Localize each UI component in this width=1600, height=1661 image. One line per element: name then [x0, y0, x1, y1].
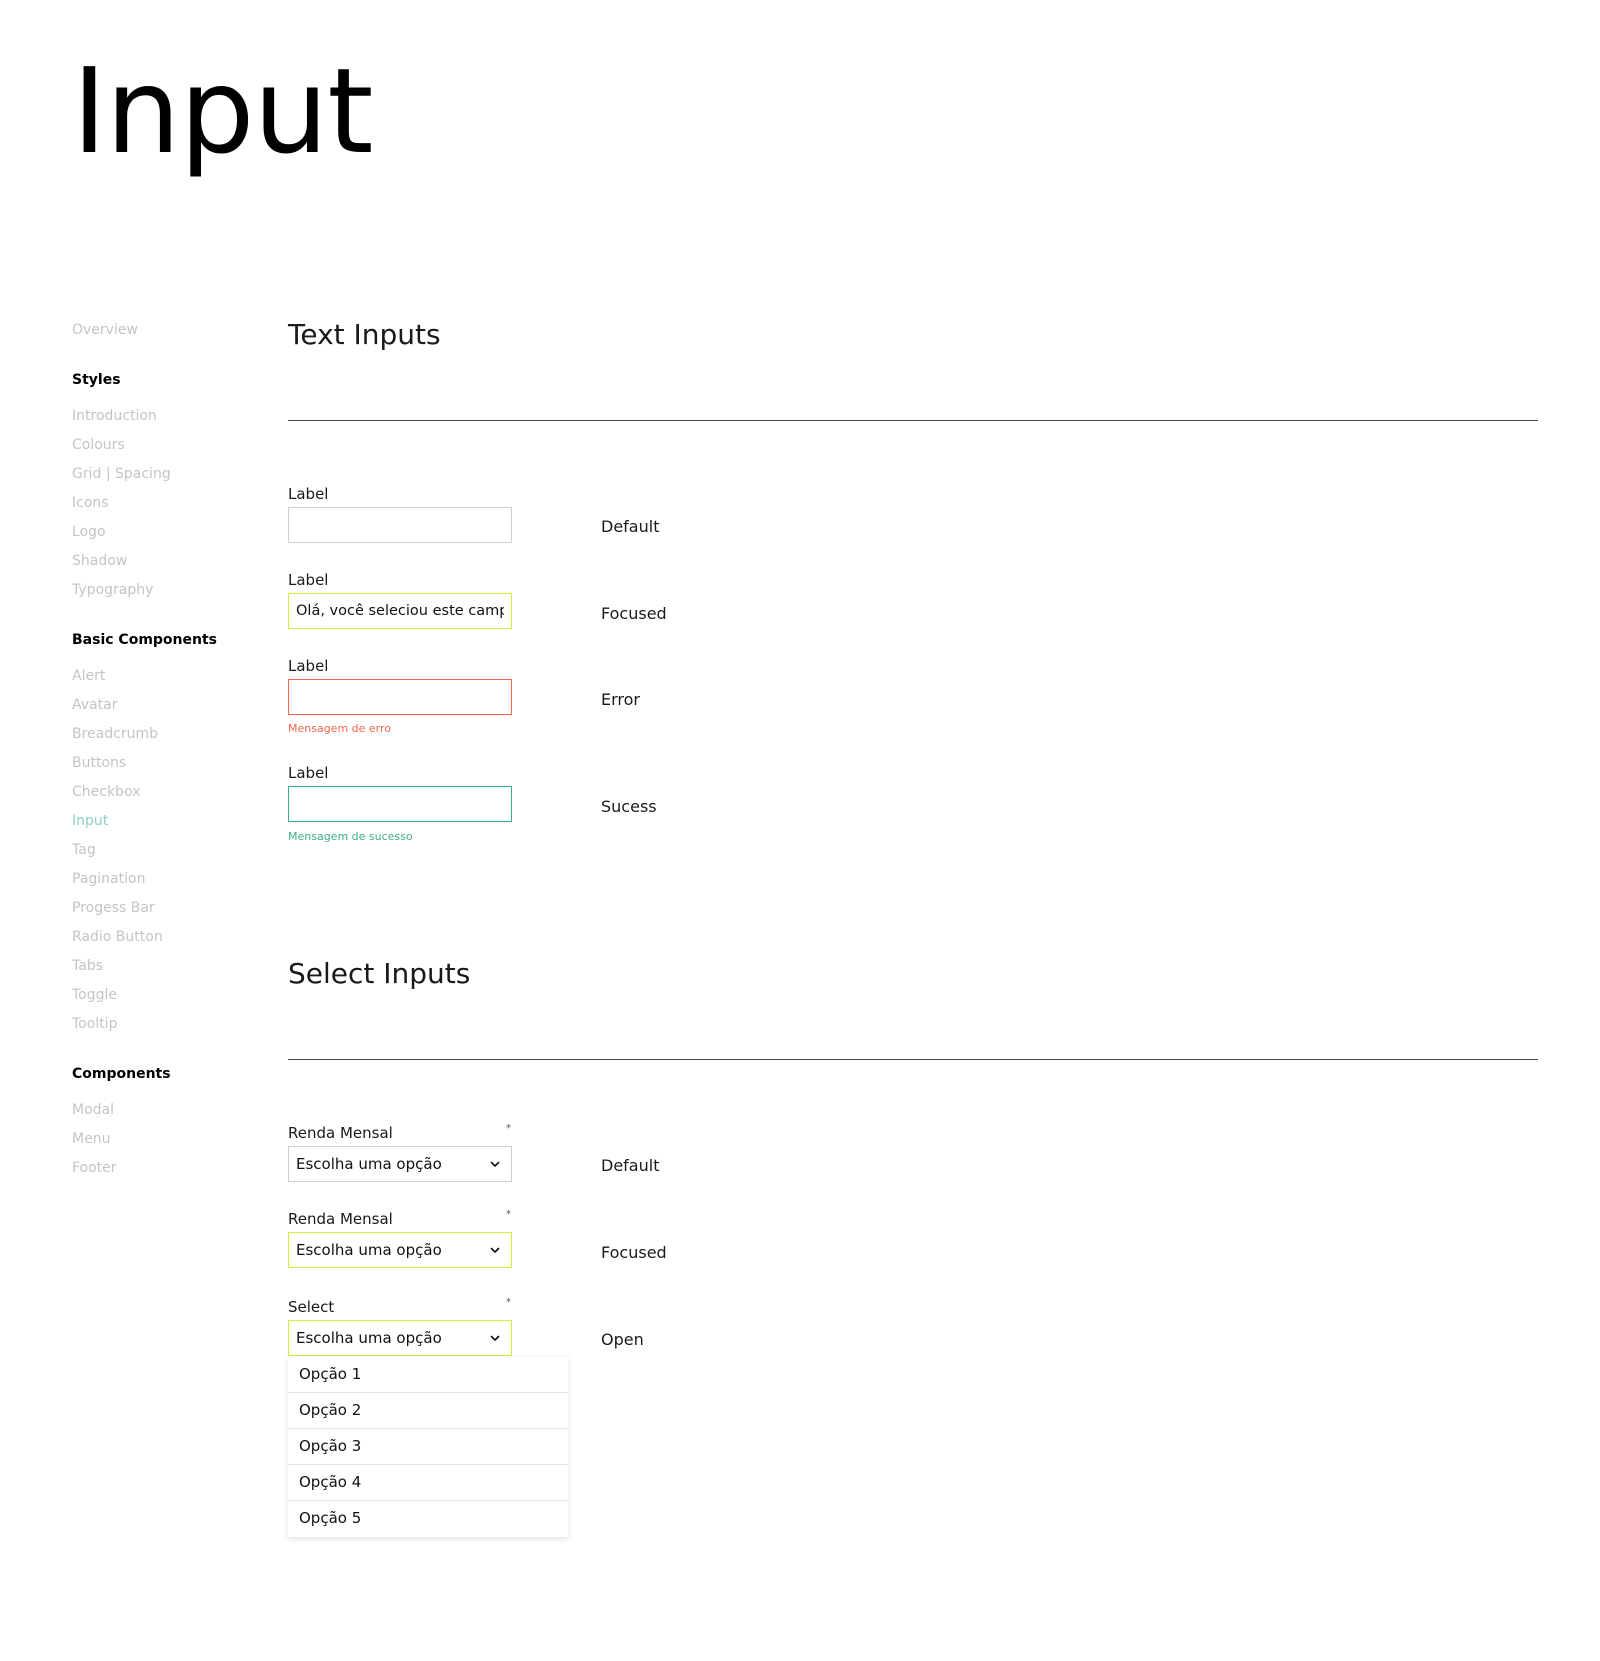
state-label-select-open: Open	[601, 1330, 644, 1349]
page-title: Input	[72, 42, 373, 180]
sidebar-item-introduction[interactable]: Introduction	[72, 408, 157, 424]
text-input-focused[interactable]	[288, 593, 512, 629]
state-label-focused: Focused	[601, 604, 667, 623]
sidebar-heading-styles: Styles	[72, 372, 121, 388]
dropdown-option[interactable]: Opção 5	[288, 1501, 568, 1537]
select-label-default: Renda Mensal	[288, 1124, 393, 1142]
text-inputs-title: Text Inputs	[288, 318, 441, 351]
sidebar-item-footer[interactable]: Footer	[72, 1160, 117, 1176]
sidebar-item-progress-bar[interactable]: Progess Bar	[72, 900, 155, 916]
select-label-focused: Renda Mensal	[288, 1210, 393, 1228]
state-label-select-focused: Focused	[601, 1243, 667, 1262]
text-input-success[interactable]	[288, 786, 512, 822]
dropdown-option[interactable]: Opção 1	[288, 1357, 568, 1393]
select-default[interactable]	[288, 1146, 512, 1182]
sidebar-item-alert[interactable]: Alert	[72, 668, 106, 684]
required-mark: *	[506, 1209, 511, 1220]
sidebar-item-tooltip[interactable]: Tooltip	[72, 1016, 118, 1032]
state-label-default: Default	[601, 517, 660, 536]
sidebar-item-toggle[interactable]: Toggle	[72, 987, 118, 1003]
sidebar-item-grid-spacing[interactable]: Grid | Spacing	[72, 466, 171, 482]
select-open[interactable]	[288, 1320, 512, 1356]
state-label-select-default: Default	[601, 1156, 660, 1175]
text-input-default[interactable]	[288, 507, 512, 543]
required-mark: *	[506, 1297, 511, 1308]
text-input-label-default: Label	[288, 485, 329, 503]
sidebar-item-radio-button[interactable]: Radio Button	[72, 929, 163, 945]
dropdown-option[interactable]: Opção 2	[288, 1393, 568, 1429]
text-input-label-focused: Label	[288, 571, 329, 589]
sidebar-item-input[interactable]: Input	[72, 813, 109, 829]
error-message: Mensagem de erro	[288, 722, 392, 735]
chevron-down-icon	[489, 1332, 501, 1344]
sidebar-item-pagination[interactable]: Pagination	[72, 871, 146, 887]
sidebar-item-colours[interactable]: Colours	[72, 437, 125, 453]
sidebar-item-tabs[interactable]: Tabs	[72, 958, 103, 974]
dropdown-menu	[288, 1357, 568, 1537]
required-mark: *	[506, 1123, 511, 1134]
section-divider	[288, 1059, 1538, 1060]
chevron-down-icon	[489, 1244, 501, 1256]
select-value: Escolha uma opção	[296, 1155, 442, 1173]
sidebar-item-menu[interactable]: Menu	[72, 1131, 111, 1147]
select-value: Escolha uma opção	[296, 1241, 442, 1259]
sidebar-item-checkbox[interactable]: Checkbox	[72, 784, 141, 800]
sidebar-item-logo[interactable]: Logo	[72, 524, 106, 540]
dropdown-option[interactable]: Opção 3	[288, 1429, 568, 1465]
sidebar-item-tag[interactable]: Tag	[72, 842, 96, 858]
sidebar-item-avatar[interactable]: Avatar	[72, 697, 118, 713]
sidebar-item-modal[interactable]: Modal	[72, 1102, 114, 1118]
section-divider	[288, 420, 1538, 421]
sidebar-item-shadow[interactable]: Shadow	[72, 553, 128, 569]
select-inputs-title: Select Inputs	[288, 957, 471, 990]
select-value: Escolha uma opção	[296, 1329, 442, 1347]
sidebar-heading-components: Components	[72, 1066, 171, 1082]
chevron-down-icon	[489, 1158, 501, 1170]
sidebar-heading-basic-components: Basic Components	[72, 632, 217, 648]
sidebar-item-buttons[interactable]: Buttons	[72, 755, 127, 771]
text-input-label-error: Label	[288, 657, 329, 675]
sidebar-item-overview[interactable]: Overview	[72, 322, 138, 338]
text-input-label-success: Label	[288, 764, 329, 782]
success-message: Mensagem de sucesso	[288, 830, 413, 843]
select-label-open: Select	[288, 1298, 335, 1316]
state-label-success: Sucess	[601, 797, 657, 816]
state-label-error: Error	[601, 690, 640, 709]
dropdown-option[interactable]: Opção 4	[288, 1465, 568, 1501]
sidebar-item-typography[interactable]: Typography	[72, 582, 154, 598]
sidebar-item-icons[interactable]: Icons	[72, 495, 109, 511]
sidebar-item-breadcrumb[interactable]: Breadcrumb	[72, 726, 158, 742]
text-input-error[interactable]	[288, 679, 512, 715]
select-focused[interactable]	[288, 1232, 512, 1268]
